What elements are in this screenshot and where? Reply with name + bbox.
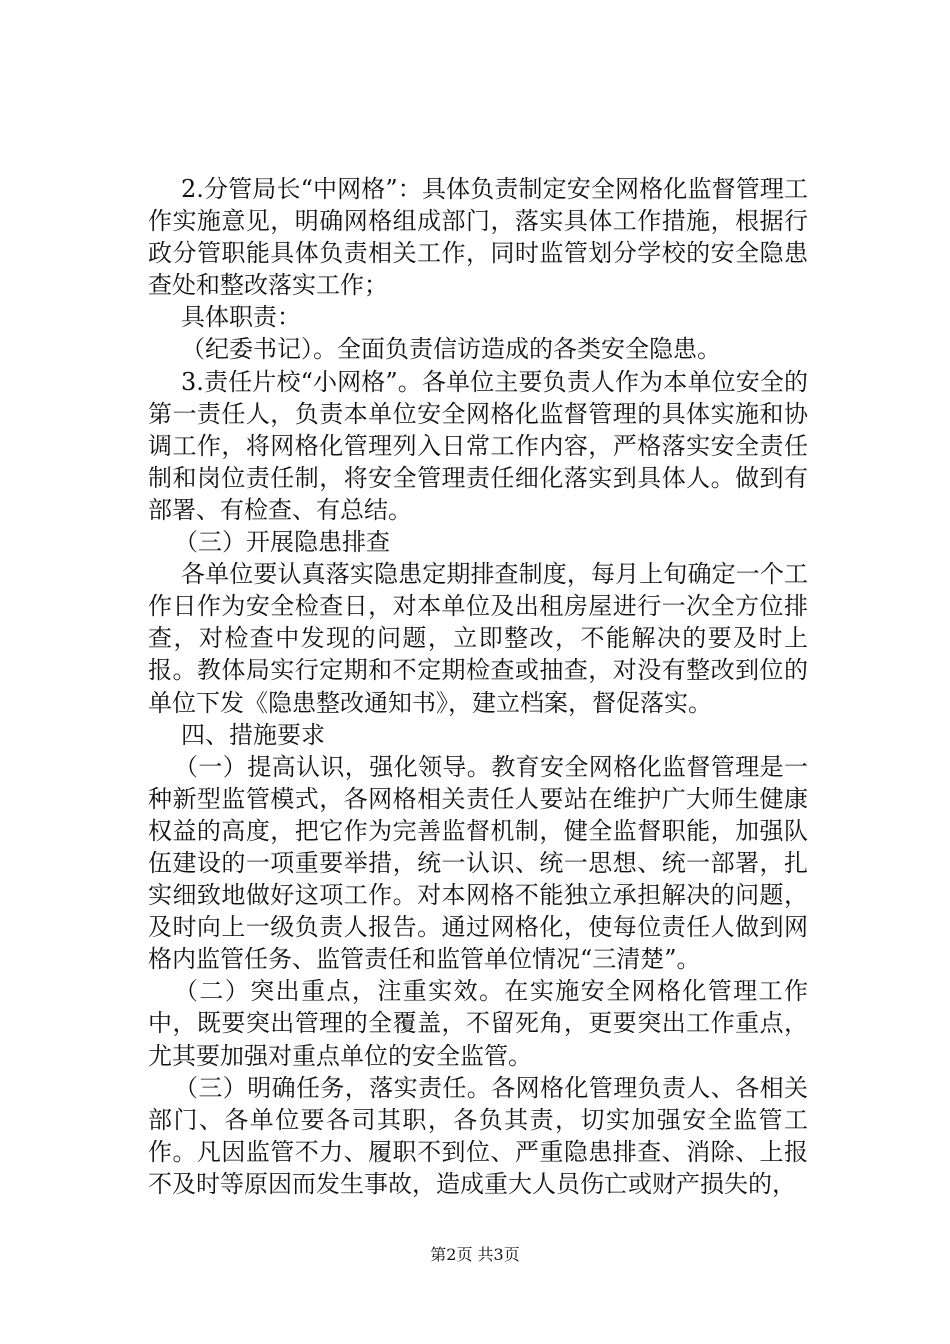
paragraph-middle-grid: 2.分管局长“中网格”：具体负责制定安全网格化监督管理工作实施意见，明确网格组成部门，落实具体工作措施，根据行政分管职能具体负责相关工作，同时监管划分学校的安全隐患查处和整改落实工作； bbox=[148, 175, 808, 300]
paragraph-duties-heading: 具体职责： bbox=[181, 303, 301, 332]
section-heading-measures: 四、措施要求 bbox=[181, 720, 325, 749]
document-body bbox=[148, 173, 808, 1200]
paragraph-measure-3: （三）明确任务，落实责任。各网格化管理负责人、各相关部门、各单位要各司其职，各负其责，切实加强安全监管工作。凡因监管不力、履职不到位、严重隐患排查、消除、上报不及时等原因而发生事故，造成重大人员伤亡或财产损失的， bbox=[148, 1073, 808, 1198]
page-footer bbox=[0, 1242, 950, 1265]
paragraph-discipline-secretary: （纪委书记）。全面负责信访造成的各类安全隐患。 bbox=[181, 335, 721, 364]
paragraph-hazard-check: 各单位要认真落实隐患定期排查制度，每月上旬确定一个工作日作为安全检查日，对本单位及出租房屋进行一次全方位排查，对检查中发现的问题，立即整改，不能解决的要及时上报。教体局实行定期和不定期检查或抽查，对没有整改到位的单位下发《隐患整改通知书》，建立档案，督促落实。 bbox=[148, 560, 808, 717]
paragraph-measure-1: （一）提高认识，强化领导。教育安全网格化监督管理是一种新型监管模式，各网格相关责任人要站在维护广大师生健康权益的高度，把它作为完善监督机制，健全监督职能，加强队伍建设的一项重要举措，统一认识、统一思想、统一部署，扎实细致地做好这项工作。对本网格不能独立承担解决的问题，及时向上一级负责人报告。通过网格化，使每位责任人做到网格内监管任务、监管责任和监管单位情况“三清楚”。 bbox=[148, 752, 808, 974]
section-heading-hazard-check: （三）开展隐患排查 bbox=[174, 528, 390, 557]
paragraph-measure-2: （二）突出重点，注重实效。在实施安全网格化管理工作中，既要突出管理的全覆盖，不留死角，更要突出工作重点，尤其要加强对重点单位的安全监管。 bbox=[148, 977, 808, 1070]
page-number-label: 第2页 共3页 bbox=[430, 1245, 520, 1264]
paragraph-small-grid: 3.责任片校“小网格”。各单位主要负责人作为本单位安全的第一责任人，负责本单位安全网格化监督管理的具体实施和协调工作，将网格化管理列入日常工作内容，严格落实安全责任制和岗位责任制，将安全管理责任细化落实到具体人。做到有部署、有检查、有总结。 bbox=[148, 367, 808, 524]
